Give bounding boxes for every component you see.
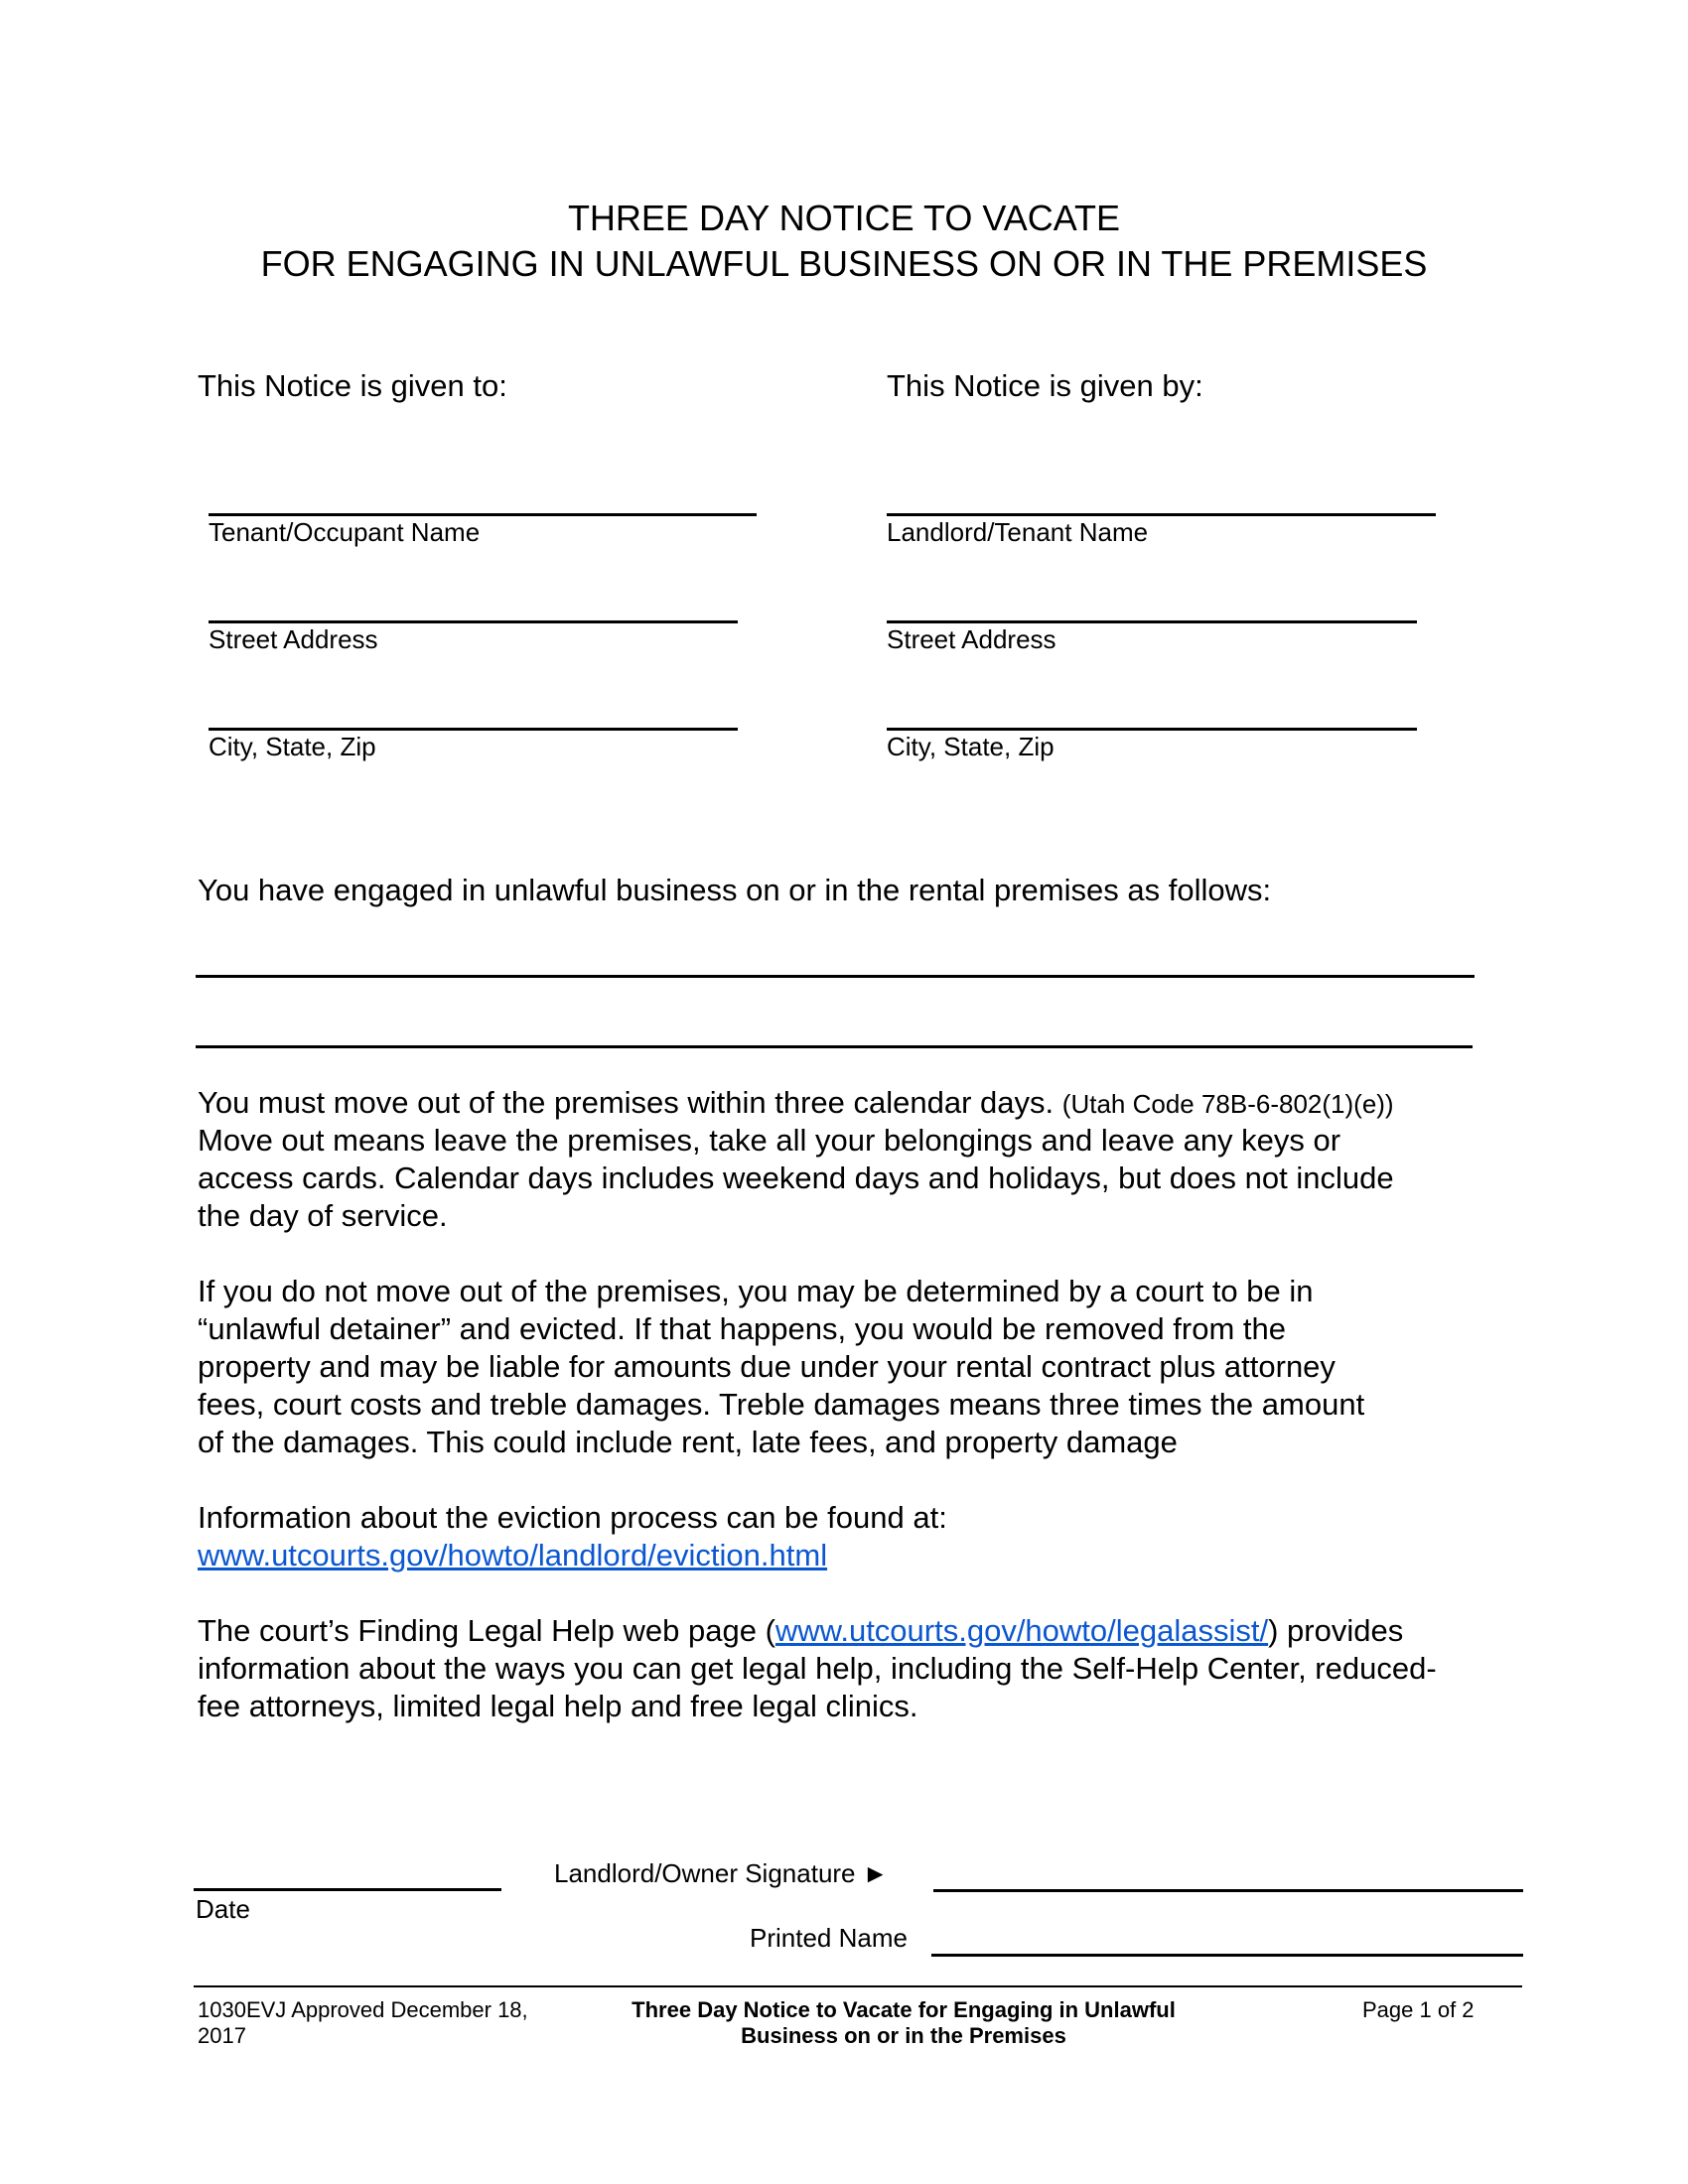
eviction-info-link[interactable]: www.utcourts.gov/howto/landlord/eviction.html <box>198 1538 828 1572</box>
landlord-name-label: Landlord/Tenant Name <box>887 517 1149 547</box>
footer-document-title-line-1: Three Day Notice to Vacate for Engaging in Unlawful <box>632 1997 1176 2022</box>
printed-name-field[interactable] <box>931 1954 1523 1957</box>
document-title-line-1: THREE DAY NOTICE TO VACATE <box>567 198 1121 238</box>
footer-divider <box>194 1985 1522 1987</box>
move-out-line-3: access cards. Calendar days includes weekend days and holidays, but does not include <box>198 1160 1394 1195</box>
unlawful-business-description-line-2[interactable] <box>196 1045 1473 1048</box>
legal-help-line-3: fee attorneys, limited legal help and free legal clinics. <box>198 1689 918 1723</box>
legal-help-line-1 <box>198 1612 1403 1650</box>
consequences-line-3: property and may be liable for amounts due under your rental contract plus attorney <box>198 1349 1336 1384</box>
legal-help-link[interactable]: www.utcourts.gov/howto/legalassist/ <box>774 1613 1269 1648</box>
landlord-city-state-zip-label: City, State, Zip <box>887 732 1055 761</box>
move-out-deadline-text: You must move out of the premises within three calendar days. <box>198 1085 1055 1120</box>
utah-code-citation: (Utah Code 78B-6-802(1)(e)) <box>1061 1089 1394 1119</box>
landlord-street-address-label: Street Address <box>887 624 1056 654</box>
footer-form-id-line-2: 2017 <box>198 2023 246 2048</box>
unlawful-business-intro: You have engaged in unlawful business on or in the rental premises as follows: <box>198 873 1272 907</box>
tenant-name-label: Tenant/Occupant Name <box>209 517 481 547</box>
footer-document-title-line-2: Business on or in the Premises <box>741 2023 1066 2048</box>
tenant-street-address-label: Street Address <box>209 624 378 654</box>
consequences-line-5: of the damages. This could include rent, late fees, and property damage <box>198 1425 1178 1459</box>
tenant-city-state-zip-label: City, State, Zip <box>209 732 376 761</box>
given-by-heading: This Notice is given by: <box>887 368 1203 403</box>
footer-page-number: Page 1 of 2 <box>1362 1997 1475 2022</box>
document-title-line-2: FOR ENGAGING IN UNLAWFUL BUSINESS ON OR IN THE PREMISES <box>260 243 1428 284</box>
legal-help-line-2: information about the ways you can get legal help, including the Self-Help Center, reduced- <box>198 1651 1437 1686</box>
date-label: Date <box>196 1894 250 1924</box>
legal-help-text-before-link: The court’s Finding Legal Help web page ( <box>198 1613 775 1648</box>
unlawful-business-description-line-1[interactable] <box>196 975 1475 978</box>
move-out-line-1 <box>198 1084 1394 1123</box>
move-out-line-2: Move out means leave the premises, take all your belongings and leave any keys or <box>198 1123 1341 1158</box>
consequences-line-1: If you do not move out of the premises, you may be determined by a court to be in <box>198 1274 1314 1308</box>
landlord-signature-field[interactable] <box>933 1889 1523 1892</box>
date-field[interactable] <box>194 1888 501 1891</box>
signature-label: Landlord/Owner Signature ► <box>554 1858 889 1888</box>
consequences-line-4: fees, court costs and treble damages. Treble damages means three times the amount <box>198 1387 1365 1422</box>
consequences-line-2: “unlawful detainer” and evicted. If that happens, you would be removed from the <box>198 1311 1286 1346</box>
footer-form-id-line-1: 1030EVJ Approved December 18, <box>198 1997 528 2022</box>
printed-name-label: Printed Name <box>750 1923 908 1953</box>
eviction-info-text: Information about the eviction process can be found at: <box>198 1500 947 1535</box>
move-out-line-4: the day of service. <box>198 1198 448 1233</box>
given-to-heading: This Notice is given to: <box>198 368 507 403</box>
legal-help-text-after-link: ) provides <box>1268 1613 1404 1648</box>
